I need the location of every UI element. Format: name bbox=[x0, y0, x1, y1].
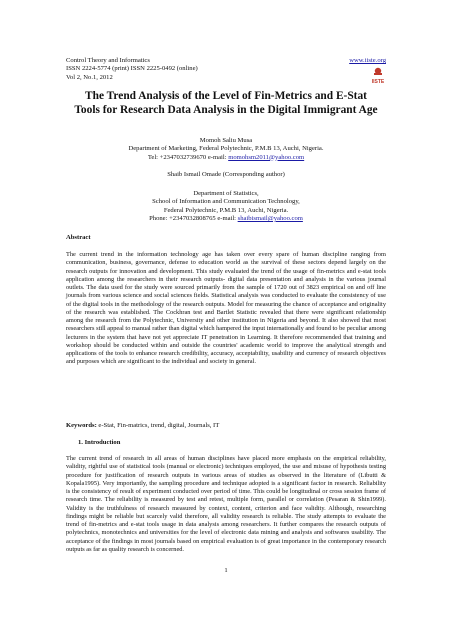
journal-name: Control Theory and Informatics bbox=[66, 57, 150, 64]
iiste-logo bbox=[370, 66, 386, 85]
introduction-text: The current trend of research in all areas of human disciplines have placed more emphasis on the empirical reliability, validity, rightful use of statistical tools (manual or electronic) techniques employed, the use and misuse of hypothesis testing procedure for justification of research outputs in various areas of studies as observed in the literature of (Libutti & Kopala1995). Very importantly, the sampling procedure and technique adopted is a significant factor in research. Reliability is the consistency of result of experiment conducted over period of time. This could be longitudinal or cross session frame of research time. The reliability is measured by test and retest, multiple form, parallel or correlation (Pesaran & Shin1999). Validity is the truthfulness of research measured by context, content, criterion and face validity. Although, researching findings might be reliable but scarcely valid therefore, all validity research is reliable. The study attempts to evaluate the trend of fin-metrics and e-stat tools usage in data analysis among researchers. It further compares the research outputs of polytechnics, monotechnics and universities for the level of electronic data mining and analysis and softwares usability. The acceptance of the findings in most journals based on empirical evaluation is of great importance in the contemporary research outputs as far as quality research is concerned. bbox=[66, 455, 386, 553]
introduction-heading: 1. Introduction bbox=[78, 439, 121, 446]
journal-volume: Vol 2, No.1, 2012 bbox=[66, 73, 113, 81]
keywords-text: e-Stat, Fin-matrics, trend, digital, Journals, IT bbox=[98, 422, 220, 429]
abstract-text: The current trend in the information technology age has taken over every spare of human discipline ranging from communication, business, governance, defense to education world as the survival of these sectors depend largely on the research outputs for innovation and development. This study evaluated the trend of the usage of fin-metrics and e-stat tools application among the researchers in their research outputs- digital data presentation and analysis in the various journal outlets. The data used for the study were sourced primarily from the sample of 1720 out of 3823 empirical on and off line journals from various science and social sciences fields. Statistical analysis was conducted to evaluate the consistency of use of the digital tools in the methodology of the research outputs. Model for measuring the chance of acceptance and originality of the research was established. The Cockhran test and Bartlet Statistic revealed that there were significant relationship among the research from the Polytechnic, University and other institution in Nigeria and beyond. It also showed that most researchers still appeal to manual rather than digital which hampered the input internationally and found to be peculiar among lecturers in the system that have not yet appreciate IT penetration in Learning. It therefore recommended that training and workshop should be conducted within and outside the countries' academic world to improve the analytical strength and applications of the tools to enhance research credibility, accuracy, acceptability, usability and currency of research objectives and purposes which are significant to the individual and society in general. bbox=[66, 251, 386, 366]
author-2-name: Shaib Ismail Omade (Corresponding author) bbox=[167, 171, 285, 178]
author-2-email-link[interactable]: shaibismail@yahoo.com bbox=[237, 214, 303, 222]
author-2-phone: Phone: +2347032808765 e-mail: bbox=[149, 214, 238, 222]
page-number: 1 bbox=[224, 567, 228, 574]
author-1-tel: Tel: +2347032739670 e-mail: bbox=[147, 153, 229, 161]
author-2-contact bbox=[60, 215, 392, 223]
paper-title bbox=[60, 90, 392, 117]
author-1-affiliation: Department of Marketing, Federal Polytechnic, P.M.B 13, Auchi, Nigeria. bbox=[128, 145, 324, 153]
author-1-name: Momoh Saliu Musa bbox=[199, 137, 253, 144]
journal-issn: ISSN 2224-5774 (print) ISSN 2225-0492 (online) bbox=[66, 65, 198, 73]
author-2-dept: Department of Statistics, bbox=[193, 190, 259, 197]
keywords-label: Keywords: bbox=[66, 422, 99, 429]
abstract-heading: Abstract bbox=[66, 234, 91, 241]
author-2-institution: Federal Polytechnic, P.M.B 13, Auchi, Nigeria. bbox=[163, 206, 289, 214]
keywords-line bbox=[66, 422, 219, 429]
author-2-school: School of Information and Communication Technology, bbox=[152, 198, 300, 206]
journal-website-link[interactable]: www.iiste.org bbox=[349, 57, 386, 64]
author-2-block bbox=[60, 190, 392, 223]
author-1-block bbox=[60, 137, 392, 162]
author-1-email-link[interactable]: momohsm2011@yahoo.com bbox=[228, 153, 305, 161]
journal-header bbox=[66, 57, 198, 82]
author-1-contact bbox=[60, 154, 392, 162]
title-line-1: The Trend Analysis of the Level of Fin-Metrics and E-Stat bbox=[85, 90, 367, 102]
title-line-2: Tools for Research Data Analysis in the Digital Immigrant Age bbox=[74, 103, 378, 116]
logo-text: IISTE bbox=[371, 79, 385, 85]
